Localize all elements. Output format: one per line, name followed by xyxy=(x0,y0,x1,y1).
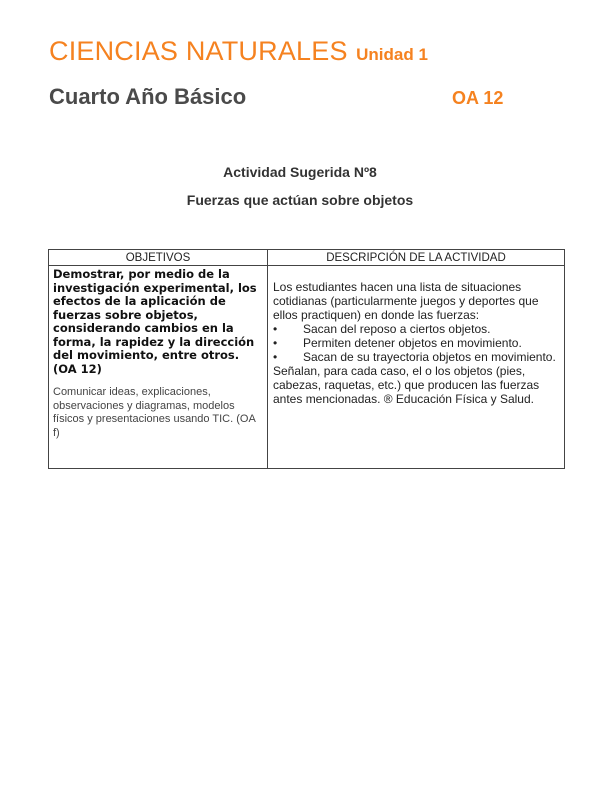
description-intro: Los estudiantes hacen una lista de situaciones cotidianas (particularmente juegos y deportes que ellos practiquen) en donde las fuerzas: xyxy=(273,280,539,322)
activity-topic: Fuerzas que actúan sobre objetos xyxy=(186,192,414,208)
subject-title: CIENCIAS NATURALES xyxy=(49,36,348,66)
description-header: DESCRIPCIÓN DE LA ACTIVIDAD xyxy=(268,250,565,266)
bullet-text: Sacan de su trayectoria objetos en movimiento. xyxy=(303,350,556,364)
bullet-icon: • xyxy=(273,350,278,364)
activity-title: Actividad Sugerida Nº8 xyxy=(223,164,377,180)
table-header-row xyxy=(49,250,565,266)
oa-code-label: OA 12 xyxy=(452,88,504,108)
list-item xyxy=(273,336,560,350)
activity-table xyxy=(48,249,565,469)
objectives-header: OBJETIVOS xyxy=(49,250,268,266)
list-item xyxy=(273,322,560,336)
grade-title: Cuarto Año Básico xyxy=(49,84,247,109)
secondary-objective-text: Comunicar ideas, explicaciones, observaciones y diagramas, modelos físicos y presentaciones usando TIC. (OA f) xyxy=(53,386,256,439)
bullet-text: Permiten detener objetos en movimiento. xyxy=(303,336,522,350)
bullet-text: Sacan del reposo a ciertos objetos. xyxy=(303,322,491,336)
document-header-title xyxy=(49,36,428,67)
description-closing: Señalan, para cada caso, el o los objetos (pies, cabezas, raquetas, etc.) que producen las fuerzas antes mencionadas. ® Educación Física y Salud. xyxy=(273,364,540,406)
table-row xyxy=(49,266,565,469)
bullet-icon: • xyxy=(273,322,278,336)
description-cell xyxy=(268,266,565,469)
unit-label: Unidad 1 xyxy=(356,45,428,64)
bullet-icon: • xyxy=(273,336,278,350)
list-item xyxy=(273,350,560,364)
objectives-cell xyxy=(49,266,268,469)
main-objective-text: Demostrar, por medio de la investigación experimental, los efectos de la aplicación de fuerzas sobre objetos, considerando cambios en la forma, la rapidez y la dirección del movimiento, entre otros. (OA 12) xyxy=(53,267,257,376)
